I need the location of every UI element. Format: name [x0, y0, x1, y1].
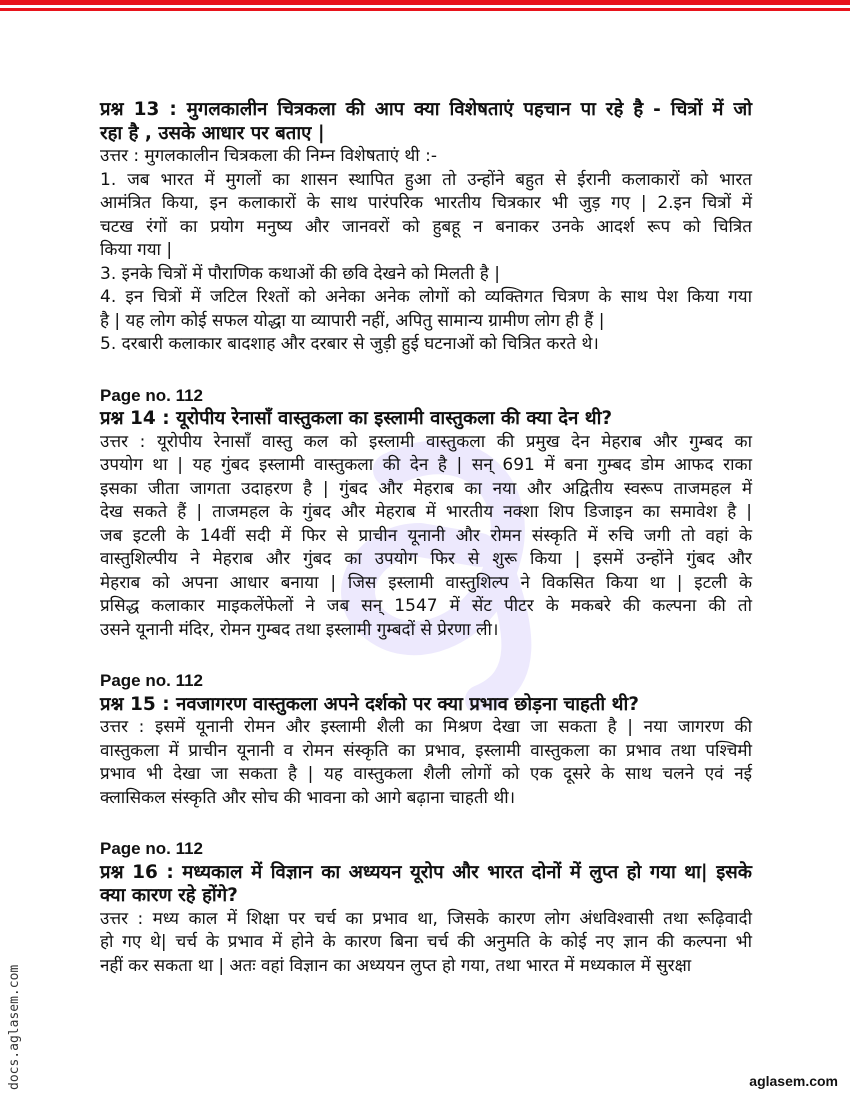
header-rule-thin [0, 8, 850, 11]
answer-line: नहीं कर सकता था | अतः वहां विज्ञान का अध्ययन लुप्त हो गया, तथा भारत में मध्यकाल में सुरक्षा [100, 955, 692, 976]
question-line: रहा है , उसके आधार पर बताए | [100, 122, 325, 144]
answer-line: हो गए थे| चर्च के प्रभाव में होने के कारण बिना चर्च की अनुमति के कोई नए ज्ञान की कल्पना भी [100, 932, 752, 952]
question-line: प्रश्न 14 : यूरोपीय रेनासाँ वास्तुकला का इस्लामी वास्तुकला की क्या देन थी? [100, 408, 613, 429]
page-number-label: Page no. 112 [100, 385, 203, 405]
question-line: क्या कारण रहे होंगे? [100, 885, 238, 906]
qa-section [100, 837, 752, 978]
question-line: प्रश्न 13 : मुगलकालीन चित्रकला की आप क्या विशेषताएं पहचान पा रहे है - चित्रों में जो [100, 99, 752, 120]
footer-brand: aglasem.com [749, 1073, 838, 1089]
answer-line: 5. दरबारी कलाकार बादशाह और दरबार से जुड़ी हुई घटनाओं को चित्रित करते थे। [100, 334, 599, 354]
answer-line: उसने यूनानी मंदिर, रोमन गुम्बद तथा इस्लामी गुम्बदों से प्रेरणा ली। [100, 619, 499, 640]
answer-line: उत्तर : यूरोपीय रेनासाँ वास्तु कल को इस्लामी वास्तुकला की प्रमुख देन मेहराब और गुम्बद का [100, 431, 752, 452]
page-number-label: Page no. 112 [100, 839, 203, 858]
answer-line: उत्तर : मध्य काल में शिक्षा पर चर्च का प्रभाव था, जिसके कारण लोग अंधविश्वासी तथा रूढ़िवादी [100, 908, 752, 929]
answer-line: क्लासिकल संस्कृति और सोच की भावना को आगे बढ़ाना चाहती थी। [100, 787, 516, 808]
answer-line: वास्तुकला में प्राचीन यूनानी व रोमन संस्कृति का प्रभाव, इस्लामी वास्तुकला का प्रभाव तथा पश्चिमी [100, 740, 752, 761]
header-rule-thick [0, 0, 850, 5]
answer-line: 4. इन चित्रों में जटिल रिश्तों को अनेका अनेक लोगों को व्यक्तिगत चित्रण के साथ पेश किया गया [100, 287, 752, 307]
answer-line: 3. इनके चित्रों में पौराणिक कथाओं की छवि देखने को मिलती है | [100, 263, 500, 284]
answer-line: उत्तर : इसमें यूनानी रोमन और इस्लामी शैली का मिश्रण देखा जा सकता है | नया जागरण की [100, 717, 752, 737]
qa-section [100, 669, 752, 810]
side-url-text: docs.aglasem.com [7, 964, 22, 1090]
answer-line: देख सकते हैं | ताजमहल के गुंबद और मेहराब में भारतीय नक्शा शिप डिजाइन का समावेश है | [100, 502, 752, 522]
answer-line: जब इटली के 14वीं सदी में फिर से प्राचीन यूनानी और रोमन संस्कृति में रुचि जगी तो वहां के [100, 525, 752, 546]
answer-line: वास्तुशिल्पीय ने मेहराब और गुंबद का उपयोग फिर से शुरू किया | इसमें उन्होंने गुंबद और [100, 549, 752, 569]
answer-line: चटख रंगों का प्रयोग मनुष्य और जानवरों को हुबहू न बनाकर उनके आदर्श रूप को चित्रित [100, 216, 752, 237]
answer-line: प्रसिद्ध कलाकार माइकलेंफेलों ने जब सन् 1547 में सेंट पीटर के मकबरे की कल्पना की तो [100, 596, 752, 616]
question-line: प्रश्न 16 : मध्यकाल में विज्ञान का अध्ययन यूरोप और भारत दोनों में लुप्त हो गया था| इसके [100, 861, 752, 883]
answer-line: किया गया | [100, 240, 173, 260]
qa-section [100, 98, 752, 357]
answer-line: आमंत्रित किया, इन कलाकारों के साथ पारंपरिक भारतीय चित्रकार भी जुड़ गए | 2.इन चित्रों में [100, 193, 752, 213]
answer-line: प्रभाव भी देखा जा सकता है | यह वास्तुकला शैली लोगों को एक दूसरे के साथ चलने एवं नई [100, 764, 752, 784]
answer-line: है | यह लोग कोई सफल योद्धा या व्यापारी नहीं, अपितु सामान्य ग्रामीण लोग ही हैं | [100, 310, 605, 331]
answer-line: इसका जीता जागता उदाहरण है | गुंबद और मेहराब का नया और अद्वितीय स्वरूप ताजमहल में [100, 478, 752, 499]
answer-line: मेहराब को अपना आधार बनाया | जिस इस्लामी वास्तुशिल्प ने विकसित किया था | इटली के [100, 572, 752, 593]
answer-line: उत्तर : मुगलकालीन चित्रकला की निम्न विशेषताएं थी :- [100, 146, 437, 166]
document-body [100, 98, 752, 978]
question-line: प्रश्न 15 : नवजागरण वास्तुकला अपने दर्शको पर क्या प्रभाव छोड़ना चाहती थी? [100, 693, 640, 715]
qa-section [100, 384, 752, 643]
answer-line: उपयोग था | यह गुंबद इस्लामी वास्तुकला की देन है | सन् 691 में बना गुम्बद डोम आफद राका [100, 455, 752, 475]
answer-line: 1. जब भारत में मुगलों का शासन स्थापित हुआ तो उन्होंने बहुत से ईरानी कलाकारों को भारत [100, 169, 752, 190]
page-number-label: Page no. 112 [100, 671, 203, 690]
